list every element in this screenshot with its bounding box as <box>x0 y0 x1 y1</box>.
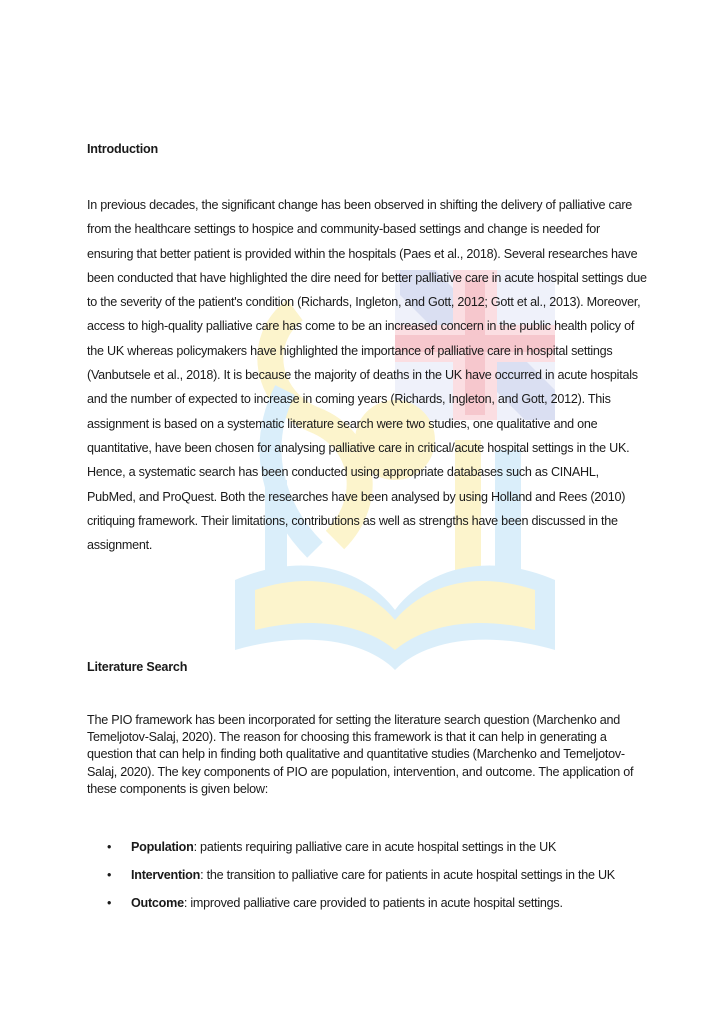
open-book-emblem <box>235 566 555 670</box>
pio-bullet-list <box>107 833 652 917</box>
bullet-text: : the transition to palliative care for patients in acute hospital settings in the UK <box>200 868 615 882</box>
section-heading-introduction: Introduction <box>87 142 159 156</box>
bullet-icon: • <box>107 868 112 882</box>
bullet-text: : patients requiring palliative care in acute hospital settings in the UK <box>193 840 557 854</box>
bullet-population <box>107 833 652 861</box>
bullet-term: Intervention <box>131 868 201 882</box>
bullet-text: : improved palliative care provided to patients in acute hospital settings. <box>183 896 563 910</box>
section-heading-literature-search: Literature Search <box>87 660 188 674</box>
bullet-icon: • <box>107 840 112 854</box>
bullet-term: Population <box>131 840 194 854</box>
bullet-intervention <box>107 861 652 889</box>
literature-search-paragraph: The PIO framework has been incorporated for setting the literature search question (Marchenko and Temeljotov-Salaj, 2020). The reason for choosing this framework is that it can help in generating a question that can help in finding both qualitative and quantitative studies (Marchenko and Temeljotov-Salaj, 2020). The key components of PIO are population, intervention, and outcome. The application of these components is given below: <box>87 713 634 796</box>
introduction-paragraph: In previous decades, the significant change has been observed in shifting the delivery of palliative care from the healthcare settings to hospice and community-based settings and change is needed for ensuring that better patient is provided within the hospitals (Paes et al., 2018). Several researches have been conducted that have highlighted the dire need for better palliative care in acute hospital settings due to the severity of the patient's condition (Richards, Ingleton, and Gott, 2012; Gott et al., 2013). Moreover, access to high-quality palliative care has come to be an increased concern in the public health policy of the UK whereas policymakers have highlighted the importance of palliative care in hospital settings (Vanbutsele et al., 2018). It is because the majority of deaths in the UK have occurred in acute hospitals and the number of expected to increase in coming years (Richards, Ingleton, and Gott, 2012). This assignment is based on a systematic literature search were two studies, one qualitative and one quantitative, have been chosen for analysing palliative care in critical/acute hospital settings in the UK. Hence, a systematic search has been conducted using appropriate databases such as CINAHL, PubMed, and ProQuest. Both the researches have been analysed by using Holland and Rees (2010) critiquing framework. Their limitations, contributions as well as strengths have been discussed in the assignment. <box>87 198 647 553</box>
bullet-icon: • <box>107 896 112 910</box>
bullet-term: Outcome <box>131 896 184 910</box>
bullet-outcome <box>107 889 652 917</box>
